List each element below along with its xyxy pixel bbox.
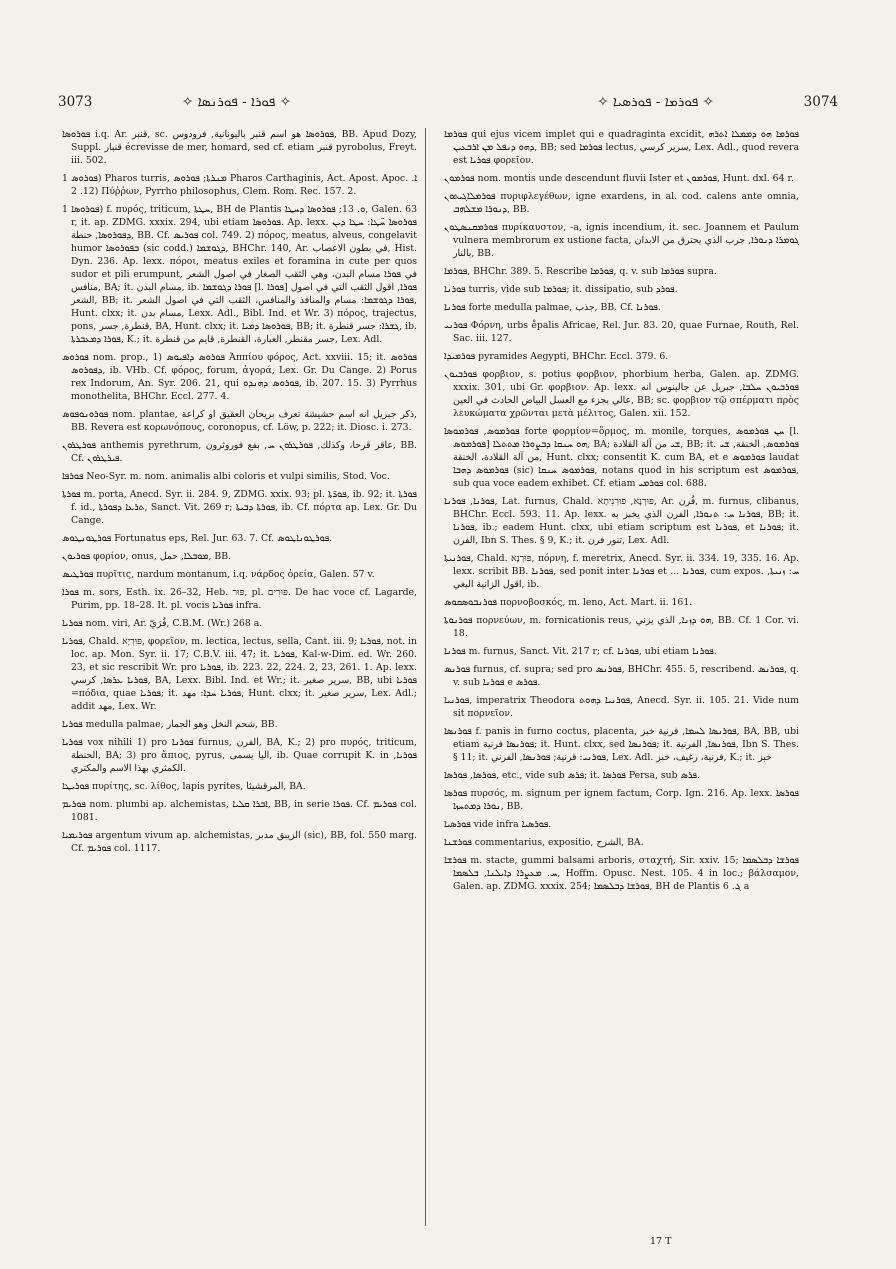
dictionary-entry: ܦܘܪܡܩܢܣܛܘܢ πυρίκαυστον, -a, ignis incendium, it. sec. Joannem et Paulum vulnera membrorum ex ustione facta, ܓܘܡܪܐ ܕܢܘܪܐ, جرب الذي يحترق من الابدان بالنار, BB. xyxy=(444,222,799,259)
dictionary-entry: ܦܘܪܫܐ m. stacte, gummi balsami arboris, σταχτή, Sir. xxiv. 15; ܦܘܪܫܐ ܕܒܠܣܡܐ ܚ. ܡܥܨܪܐ ܕܐܝܠܢܐ, ܒܠܣܡܐ, Hoffm. Opusc. Nest. 105. 4 in loc.; βάλσαμον, Galen. ap. ZDMG. xxxix. 254; ܦܘܪܫܐ ܕܒܠܣܡܐ, BH de Plantis ܓ. 6 a xyxy=(444,855,799,892)
dictionary-entry: ܦܘܪܣܝܐ vide infra ܦܘܪܣܝܐ. xyxy=(444,819,552,830)
dictionary-entry: ܦܘܪܢܝܬܐ, Chald. פּוּרְנָא, πόρνη, f. meretrix, Anecd. Syr. ii. 334. 19, 335. 16. Ap. lexx. scribit BB. ܦܘܪܢܐ, sed ponit inter ܦܘܪܢܐ et ... ܦܘܪܢܐ, cum expos. ܚ: ܙܢܝܬܐ, اقول الزانية البغي, ib. xyxy=(444,553,799,590)
left-page-number: 3073 xyxy=(58,94,93,110)
dictionary-entry: ܦܘܪܝܡܝܐ argentum vivum ap. alchemistas, الزيبق مدبر (sic), BB, fol. 550 marg. Cf. ܦܘܪܝܡ col. 1117. xyxy=(62,830,417,854)
dictionary-entry: ܦܘܪܬܐ m. porta, Anecd. Syr. ii. 284. 9, ZDMG. xxix. 93; pl. ܦܘܪ̈ܬܐ, ib. 92; it. ܦܘܪܬܐ f. id., ܬܪܥܐ ܕܦܘܪܬܐ, Sanct. Vit. 269 r; ܦܘܪܬܐ ܕܒܝܬܐ, ib. Cf. πόρτα ap. Lex. Gr. Du Cange. xyxy=(62,489,417,526)
dictionary-entry: ܦܘܪܢܐ turris, vide sub ܦܘܪܡܐ; it. dissipatio, sub ܦܘܪܕ. xyxy=(444,284,678,295)
running-header xyxy=(58,94,838,116)
dictionary-entry: ܦܘܪܫܢܐ commentarius, expositio, الشرح, BA. xyxy=(444,837,644,848)
dictionary-entry: ܦܘܪܝܐ medulla palmae, شحم النخل وهو الجمار, BB. xyxy=(62,719,278,730)
dictionary-entry: ܦܘܪܣܐ, ܦܘܪܣܐ, etc., vide sub ܦܪܣ; it. ܦܘܪܣܐ Persa, sub ܦܪܣ. xyxy=(444,770,700,781)
right-page-number: 3074 xyxy=(803,94,838,110)
dictionary-entry: ܦܘܪܡܝܕܐ pyramides Aegypti, BHChr. Eccl. 379. 6. xyxy=(444,351,669,362)
dictionary-entry: ܦܘܪܣܐ πυρσός, m. signum per ignem factum, Corp. Ign. 216. Ap. lexx. ܦܘܪܣܐ ܢܘܪܐ ܕܡܬܚܙܐ, BB. xyxy=(444,788,799,812)
dictionary-entry: ܦܘܪܢܣ furnus, cf. supra; sed pro ܦܘܪܢܣ, BHChr. 455. 5, rescribend. ܦܘܪܢܣ, q. v. sub ܦܘܪܢܐ e ܦܘܪܣ. xyxy=(444,664,799,688)
dictionary-entry: ܦܘܪܡܐ, BHChr. 389. 5. Rescribe ܦܘܪܡܐ, q. v. sub ܦܘܪܡܐ supra. xyxy=(444,266,717,277)
dictionary-entry: ܦܘܪܡܘܢ nom. montis unde descendunt fluvii Ister et ܦܘܪܡܘܢ, Hunt. dxl. 64 r. xyxy=(444,173,794,184)
dictionary-entry: ܦܘܪܝܐ, Chald. פּוּרְיָא, φορεῖον, m. lectica, lectus, sella, Cant. iii. 9; ܦܘܪܝܐ, not. in loc. ap. Mon. Syr. ii. 17; C.B.V. iii. 47; it. ܦܘܪܝܐ, Kal-w-Dim. ed. Wr. 260. 23, et sic rescribit Wr. pro ܦܘܪܝܐ, ib. 223. 22, 224. 2, 23, 261. 1. Ap. lexx. ܦܘܪܝܐ ܥܪܣܐ, كرسي, BA, Lexx. Bibl. Ind. et Wr.; it. سرير صغير, BB, ubi ܦܘܪܝܐ =πόδια, quae ܦܘܪܝܐ; it. ܦܘܪܝܐ ܚܕܐ: مهد, Hunt. clxx; it. سرير صغير, Lex. Adl.; addit مهد, Lex. Wr. xyxy=(62,636,417,712)
dictionary-entry: ܦܘܪܐ m. sors, Esth. ix. 26–32, Heb. פּוּר, pl. פּוּרִים. De hac voce cf. Lagarde, Purim, pp. 18–28. It. pl. vocis ܦܘܪܝܐ infra. xyxy=(62,587,417,611)
column-divider xyxy=(425,128,426,1226)
dictionary-entry: ܦܘܪܘܣܐ i.q. Ar. قنبر, sc. ܦܘܪܘܣܐ هو اسم قنبر باليونانية, فرودوس, BB. Apud Dozy, Suppl. قنبار écrevisse de mer, homard, sed cf. etiam قنبر pyrobolus, Freyt. iii. 502. xyxy=(62,129,417,166)
dictionary-entry: ܦܘܪܝܛܐ πυρίτης, sc. λίθος, lapis pyrites, المرقشيثا, BA. xyxy=(62,781,306,792)
dictionary-entry: ܦܘܪܛܘܢܛܘܣ Fortunatus eps, Rel. Jur. 63. 7. Cf. ܦܘܪܛܘܢܐܛܘܣ. xyxy=(62,533,333,544)
dictionary-entry: ܦܘܪܢܣܐ f. panis in furno coctus, placenta, ܦܘܪܢܣܐ ܠܚܡܐ, فرنية خبز, BA, BB, ubi etiam ܦܘܪܢܣܐ فرنية; it. Hunt. clxx, sed ܦܘܪܢܣܐ; it. ܦܘܪܢܣܐ, الفرنية, Ibn S. Thes. § 11; it. ܦܘܪܢܝ: قرنية; ܦܘܪܢܣܐ, الفرني, Lex. Adl. فرنية، رغيف، خبز, K.; it. خبز xyxy=(444,726,799,763)
dictionary-entry: ܦܘܪܢܒܘܣܩܘܣ πορνοβοσκός, m. leno, Act. Mart. ii. 161. xyxy=(444,597,693,608)
left-column xyxy=(62,128,417,1233)
dictionary-entry: ܦܘܪܝܐ nom. viri, Ar. فُرَيّ, C.B.M. (Wr.) 268 a. xyxy=(62,618,263,629)
dictionary-entry: ܦܘܪܢܐ forte medulla palmae, جذب, BB. Cf. ܦܘܪܢܐ. xyxy=(444,302,661,313)
dictionary-entry: ܦܘܪܘܣ nom. prop., 1) ܦܘܪܘܣ ܕܐܦܝܘܣ Ἀππίου φόρος, Act. xxviii. 15; it. ܦܘܪܘܣ ܕܦܘܪܘܣ, ib. VHb. Cf. φόρος, forum, ἀγορά, Lex. Gr. Du Cange. 2) Porus rex Indorum, An. Syr. 206. 21, qui ܦܘܪܘܣ ܕܗܢܕܘ, ib. 207. 15. 3) Pyrrhus monothelita, BHChr. Eccl. 277. 4. xyxy=(62,352,417,402)
right-column xyxy=(444,128,799,1233)
dictionary-entry: ܦܘܪܢܝ Φόρνη, urbs e̊palis Africae, Rel. Jur. 83. 20, quae Furnae, Routh, Rel. Sac. iii. 127. xyxy=(444,320,799,344)
dictionary-entry: ܦܘܪܒܝܘܢ φορβιον, s. potius φορβιον, phorbium herba, Galen. ap. ZDMG. xxxix. 301, ubi Gr. φορβιον. Ap. lexx. ܦܘܪܒܝܘܢ ܚܠܒܐ, جبريل عن جالينوس انه عالي بجزء مع العسل البياض الحادث في العين, BB; sc. φορβιον τῷ σπέρματι πρὸς λευκώματα χρῶνται μετὰ μέλιτος, Galen. xii. 152. xyxy=(444,369,799,419)
dictionary-entry: ܦܘܪܝܘܢ φορίον, onus, ܡܘܒܠܐ, حمل, BB. xyxy=(62,551,232,562)
dictionary-entry: ܦܘܪܛܝܣ πυρῖτις, nardum montanum, i.q. νάρδος ὀρεία, Galen. 57 v. xyxy=(62,569,375,580)
dictionary-entry: ܦܘܪܡܘܣ, ܦܘܪܡܘܣܐ forte φορμίον=ὅρμος, m. monile, torques, ܚܢ ܦܘܪܡܘܣ [l. ܦܘܪܡܘܣ] ܗܘ ܚܢܩܐ ܕܒܨܘܪܐ ܡܬܬܠܐ, BA; ܫܝ من آلة القلادة, BB; it. ܦܘܪܡܘܣ, الخنقة, ܫܝ من آلة القلادة، الخنقة, Hunt. clxx; consentit K. cum BA, et e ܦܘܪܡܘܣ laudat ܦܘܪܡܘܣ ܕܗܒܐ (sic) ܦܘܪܡܘܣ ܚܢܩܐ, notans quod in his scriptum est ܦܘܪܡܘܣ, sub qua voce eadem exhibet. Cf. etiam ܦܘܪܡܝ col. 688. xyxy=(444,426,799,489)
dictionary-entry: ܦܘܪܡܐ qui ejus vicem implet qui e quadraginta excidit, ܦܘܪܡܐ ܗܘ ܕܡܡܠܐ ܐܬܪܗ ܕܗܘ ܕܢܦܠ ܡܢ ܐܪܒܥܝܢ, BB; sed ܦܘܪܡܐ lectus, سرير كرسي, Lex. Adl., quod revera est ܦܘܪܝܐ φορεῖον. xyxy=(444,129,799,166)
right-running-head: ✧ ܦܘܪܡܐ - ܦܘܪܣܝܐ ✧ xyxy=(597,94,714,110)
dictionary-entry: ܦܘܪܢܐ m. furnus, Sanct. Vit. 217 r; cf. ܦܘܪܢܐ, ubi etiam ܦܘܪܢܐ. xyxy=(444,646,717,657)
dictionary-entry: ܦܘܪܡܠܐܓܝܬܘܢ πυριφλεγέθων, igne exardens, in al. cod. calens ante omnia, ܕܢܘܪܐ ܡܫܠܗܒ, BB. xyxy=(444,191,799,215)
dictionary-entry: ܦܘܪܛܪܘܢ anthemis pyrethrum, عاقر قرحا، وكذلك, ܦܘܪܛܪܘܢ ܚ, بفع فوروثرون, BB. Cf. ܦܝܪܛܪܘܢ. xyxy=(62,440,417,464)
signature-mark: 17 T xyxy=(650,1236,672,1247)
dictionary-entry: ܦܘܪܘܣ 1) Pharos turris, ܡܢܪܬܐ; ܦܘܪܘܣ Pharos Carthaginis, Act. Apost. Apoc. ܐ. 12. 2) Πύῤῥων, Pyrrho philosophus, Clem. Rom. Rec. 157. 2. xyxy=(62,173,417,197)
dictionary-entry: ܦܘܪܘܢܘܦܘܣ nom. plantae, ذكر جبريل انه اسم حشيشة تعرف بريحان العقيق او كراعة, BB. Revera est κορωνόπους, coronopus, cf. Löw, p. 222; it. Diosc. i. 273. xyxy=(62,409,417,433)
dictionary-entry: ܦܘܪܢܐ, ܦܘܪܢܐ, Lat. furnus, Chald. פּוּרְנָא, פוּרְנִיתָא, Ar. فُرن, m. furnus, clibanus, BHChr. Eccl. 593. 11. Ap. lexx. ܦܘܪܢܐ ܚ: ܬܢܘܪܐ, الفرن الذي يخبز به, BB; it. ܦܘܪܢܐ, ib.; eadem Hunt. clxx, ubi etiam scriptum est ܦܘܪܢܐ, et ܦܘܪܢܐ; it. الفرن, Ibn S. Thes. § 9, K.; it. تنور فرن, Lex. Adl. xyxy=(444,496,799,546)
dictionary-entry: ܦܘܪܦܐ Neo-Syr. m. nom. animalis albi coloris et vulpi similis, Stod. Voc. xyxy=(62,471,390,482)
dictionary-entry: ܦܘܪܝܡ nom. plumbi ap. alchemistas, ܐܒܪܐ ܩܠܝܐ, BB, in serie ܦܘܪܐ. Cf. ܦܘܪܝܡ col. 1081. xyxy=(62,799,417,823)
dictionary-entry: ܦܘܪܘܣܐ 1) f. πυρός, triticum, ܚܛܬܐ, BH de Plantis ܘ. 13; ܦܘܪܘܣܐ ܕܚܛܐ, Galen. 63 r, it. ap. ZDMG. xxxix. 294, ubi etiam ܦܘܪܘܣܐ. Ap. lexx. ܦܘܪܘܣܐ ܚ̈ܛܐ: ܚܛܐ ܕܝܢ ܕܦܘܪܘܣܐ, حنطة, BB. Cf. ܦܘܪܝܣ col. 749. 2) πόρος, meatus, alveus, congelavit humor ܒܦܘܪܘܣܐ (sic codd.) ܕܓܘܫܡܐ, BHChr. 140, Ar. في بطون الاعصاب, Hist. Dyn. 236. Ap. lexx. πόροι, meatus exiles et foramina in cute per quos sudor et pili erumpunt, في ܦܘܪܐ مسام البدن، وهي الثقب الصغار في اصول الشعر منافس, BA; it. مسام البدن, ib. ܦܘܪܐ ܕܓܘܫܡܐ [l. ܦܘܪܐ] ܦܘܪܐ, اقول الثقب التي في اصول الشعر, BB; it. ܦܘܪܐ ܕܓܘܫܡܐ: مسام والمنافذ والمنافس، الثقب التي في اصول الشعر, Hunt. clxx; it. مسام بدن, Lexx. Adl., Bibl. Ind. et Wr. 3) πόρος, trajectus, pons, قنطرة, جسر, BA, Hunt. clxx; it. ܦܘܪܘܣܐ ܕܡܝܐ, BB; it. ܓܫܪܐ: جسر قنطرة, ib. ܦܘܪܐ ܕܡܥܒܪܬܐ, K.; it. جسر مقنطر, العبارة، القنطرة, قايم من قنطرة, Lex. Adl. xyxy=(62,204,417,345)
dictionary-entry: ܦܘܪܢܝܐ, imperatrix Theodora ܦܘܪܢܝܐ ܕܗܘܬ, Anecd. Syr. ii. 105. 21. Vide num sit πορνεῖον. xyxy=(444,695,799,719)
dictionary-entry: ܦܘܪܝܐ vox nihili 1) pro ܦܘܪܢܐ furnus, الفرن, BA, K.; 2) pro πυρός, triticum, الحنطة, BA; 3) pro ἄπιος, pyrus, اليا يسمى, ib. Quae corrupit K. in ܦܘܪܝܐ, الكمثري بهذا الاسم والمكتري. xyxy=(62,737,417,774)
dictionary-entry: ܦܘܪܢܘܬܐ πορνεύων, m. fornicationis reus, ܗܘ ܕܙܢܐ, الذي يزني, BB. Cf. 1 Cor. vi. 18. xyxy=(444,615,799,639)
left-running-head: ✧ ܦܘܪܐ - ܦܘܪܢܣܐ ✧ xyxy=(182,94,292,110)
